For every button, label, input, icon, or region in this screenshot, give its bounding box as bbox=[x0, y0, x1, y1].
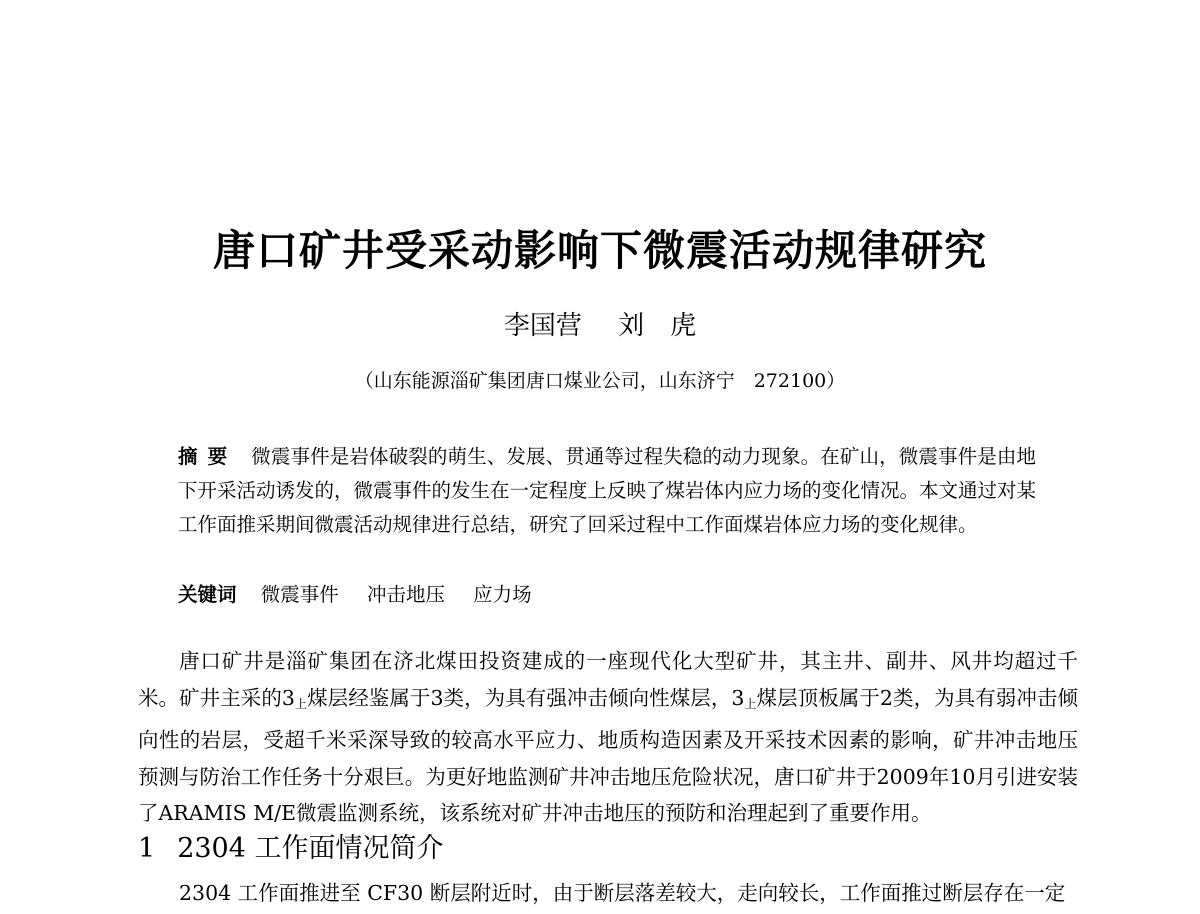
author-name: 李国营 bbox=[503, 311, 582, 341]
keywords-label: 关键词 bbox=[178, 583, 237, 606]
keywords bbox=[178, 578, 1036, 612]
intro-text-part: 唐口矿井是淄矿集团在济北煤田投资建成的一座现代化大型矿井，其主井、副井、风井均超过千米。矿井主采的3 bbox=[138, 649, 1078, 710]
abstract bbox=[178, 440, 1036, 542]
subscript: 上 bbox=[294, 696, 308, 711]
paper-title: 唐口矿井受采动影响下微震活动规律研究 bbox=[212, 226, 987, 275]
abstract-label: 摘要 bbox=[178, 445, 238, 468]
affiliation: （山东能源淄矿集团唐口煤业公司，山东济宁 272100） bbox=[354, 370, 846, 392]
author-list bbox=[0, 305, 1200, 342]
author-name: 刘 虎 bbox=[618, 311, 697, 341]
intro-text-part: 煤层顶板属于2类，为具有弱冲击倾向性的岩层，受超千米采深导致的较高水平应力、地质构造因素及开采技术因素的影响，矿井冲击地压预测与防治工作任务十分艰巨。为更好地监测矿井冲击地压危险状况，唐口矿井于2009年10月引进安装了ARAMIS M/E微震监测系统，该系统对矿井冲击地压的预防和治理起到了重要作用。 bbox=[138, 685, 1078, 825]
section-number: 1 bbox=[138, 833, 156, 864]
section-heading bbox=[138, 826, 443, 865]
section-paragraph: 2304 工作面推进至 CF30 断层附近时，由于断层落差较大，走向较长，工作面推过断层存在一定 bbox=[179, 881, 1066, 905]
intro-paragraph bbox=[138, 643, 1078, 832]
keyword: 微震事件 bbox=[260, 583, 339, 606]
keyword: 冲击地压 bbox=[366, 583, 445, 606]
section-title: 2304 工作面情况简介 bbox=[177, 833, 444, 864]
abstract-text: 微震事件是岩体破裂的萌生、发展、贯通等过程失稳的动力现象。在矿山，微震事件是由地下开采活动诱发的，微震事件的发生在一定程度上反映了煤岩体内应力场的变化情况。本文通过对某工作面推采期间微震活动规律进行总结，研究了回采过程中工作面煤岩体应力场的变化规律。 bbox=[178, 445, 1037, 536]
intro-text-part: 煤层经鉴属于3类，为具有强冲击倾向性煤层，3 bbox=[307, 685, 745, 710]
subscript: 上 bbox=[744, 696, 757, 711]
keyword: 应力场 bbox=[473, 583, 532, 606]
